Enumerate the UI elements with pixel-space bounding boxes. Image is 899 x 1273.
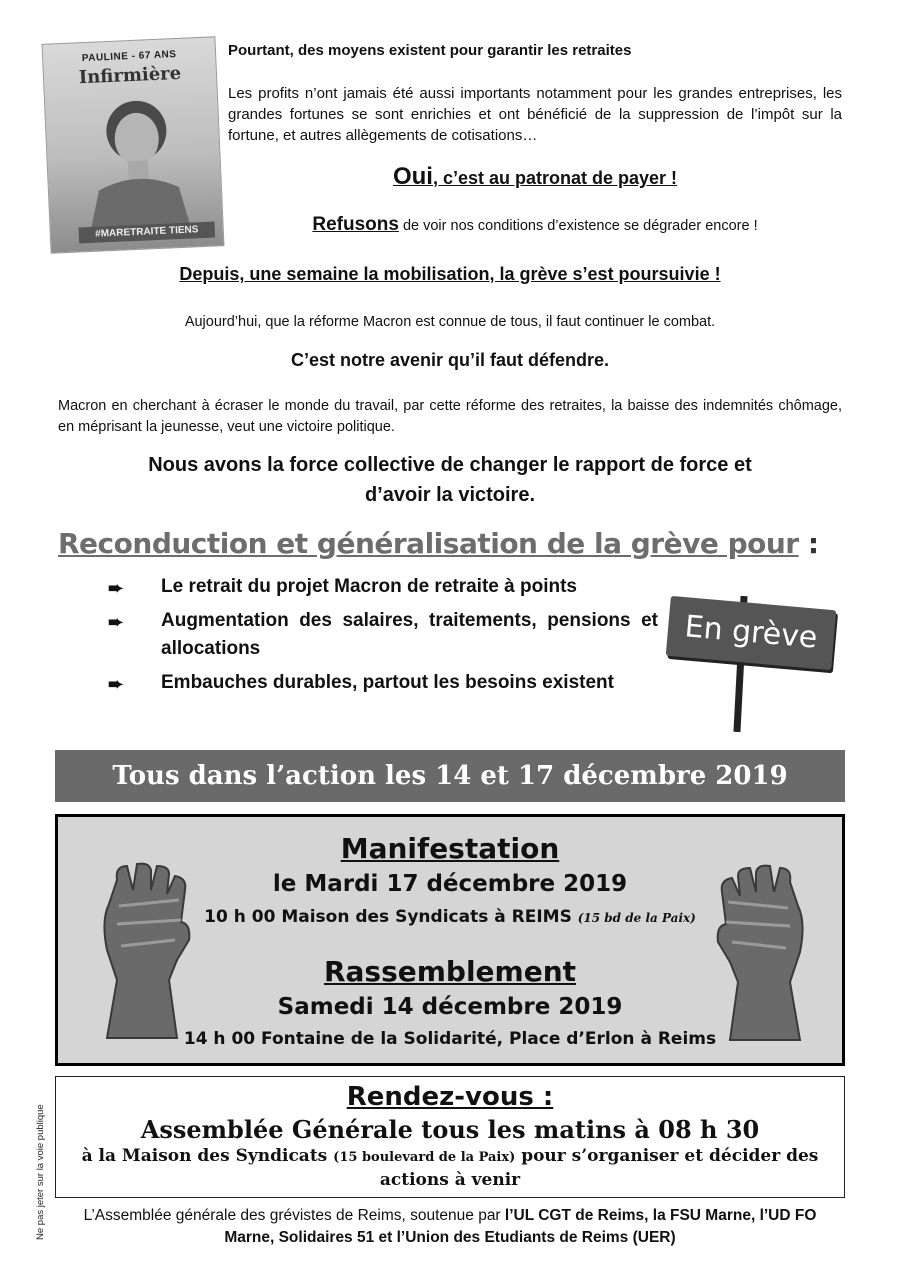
- force-collective: [58, 450, 842, 510]
- manifestation-place-text: 10 h 00 Maison des Syndicats à REIMS: [204, 907, 578, 927]
- rassemblement-date: Samedi 14 décembre 2019: [277, 994, 623, 1020]
- arrow-bullet-icon: ➨: [108, 578, 124, 598]
- rassemblement-title: Rassemblement: [323, 955, 577, 988]
- nurse-portrait-icon: [75, 86, 201, 231]
- poster-role: Infirmière: [78, 62, 182, 89]
- intro-paragraph: Les profits n’ont jamais été aussi importants notamment pour les grandes entreprises, les grandes fortunes se sont enrichies et ont bénéficié de la suppression de l’impôt sur la fortune, et autres allègements de cotisations…: [228, 85, 842, 144]
- manifestation-address: (15 bd de la Paix): [577, 911, 696, 925]
- arrow-bullet-icon: ➨: [108, 674, 124, 694]
- rendezvous-assembly: Assemblée Générale tous les matins à 08 h 30: [140, 1115, 760, 1144]
- manifestation-date: le Mardi 17 décembre 2019: [272, 871, 628, 897]
- refus-big: Refusons: [312, 214, 399, 235]
- strike-sign: En grève: [666, 596, 837, 670]
- footer-plain: L’Assemblée générale des grévistes de Reims, soutenue par: [83, 1207, 505, 1224]
- oui-big: Oui: [392, 163, 433, 190]
- footer-bold: l’UL CGT de Reims, la FSU Marne, l’UD FO Marne, Solidaires 51 et l’Union des Etudiants de Reims (UER): [224, 1207, 817, 1246]
- aujourdhui-line: Aujourd’hui, que la réforme Macron est connue de tous, il faut continuer le combat.: [184, 314, 716, 330]
- rendezvous-detail-a: à la Maison des Syndicats: [81, 1146, 334, 1166]
- rassemblement-place: 14 h 00 Fontaine de la Solidarité, Place d’Erlon à Reims: [183, 1029, 717, 1049]
- refus-line: [228, 214, 842, 236]
- refus-rest: de voir nos conditions d’existence se dégrader encore !: [398, 218, 758, 234]
- action-banner: Tous dans l’action les 14 et 17 décembre 2019: [55, 750, 845, 802]
- intro-title: Pourtant, des moyens existent pour garantir les retraites: [228, 42, 632, 59]
- poster-name: PAULINE - 67 ANS: [81, 49, 177, 65]
- force-line-1: Nous avons la force collective de changer le rapport de force et: [148, 454, 752, 476]
- list-item-text: Augmentation des salaires, traitements, pensions et allocations: [161, 610, 658, 659]
- avenir-line: C’est notre avenir qu’il faut défendre.: [290, 350, 610, 370]
- rendezvous-title: Rendez-vous :: [346, 1082, 554, 1112]
- list-item: [108, 573, 658, 601]
- oui-line: [228, 163, 842, 191]
- side-note: Ne pas jeter sur la voie publique: [35, 1104, 46, 1240]
- arrow-bullet-icon: ➨: [108, 612, 124, 632]
- list-item: [108, 607, 658, 663]
- demands-list: [108, 573, 658, 703]
- poster-image: [42, 36, 225, 253]
- manifestation-title: Manifestation: [340, 832, 560, 865]
- manifestation-place: [200, 907, 700, 927]
- section-heading: [58, 527, 819, 560]
- macron-paragraph: Macron en cherchant à écraser le monde du travail, par cette réforme des retraites, la baisse des indemnités chômage, en méprisant la jeunesse, veut une victoire politique.: [58, 398, 842, 435]
- footer-signatories: [75, 1205, 825, 1249]
- rendezvous-address: (15 boulevard de la Paix): [333, 1150, 516, 1165]
- oui-rest: , c’est au patronat de payer !: [432, 168, 678, 188]
- rendezvous-detail: [75, 1145, 825, 1191]
- poster-tag: #MARETRAITE TIENS: [79, 222, 216, 244]
- list-item-text: Embauches durables, partout les besoins existent: [161, 672, 614, 693]
- force-line-2: d’avoir la victoire.: [364, 484, 536, 506]
- list-item-text: Le retrait du projet Macron de retraite à points: [161, 576, 577, 597]
- mobilisation-headline: Depuis, une semaine la mobilisation, la grève s’est poursuivie !: [179, 264, 721, 284]
- section-heading-text: Reconduction et généralisation de la grève pour: [58, 527, 799, 560]
- rendezvous-detail-b: pour s’organiser et décider des actions à venir: [379, 1146, 819, 1190]
- section-heading-colon: :: [798, 527, 819, 560]
- list-item: [108, 669, 658, 697]
